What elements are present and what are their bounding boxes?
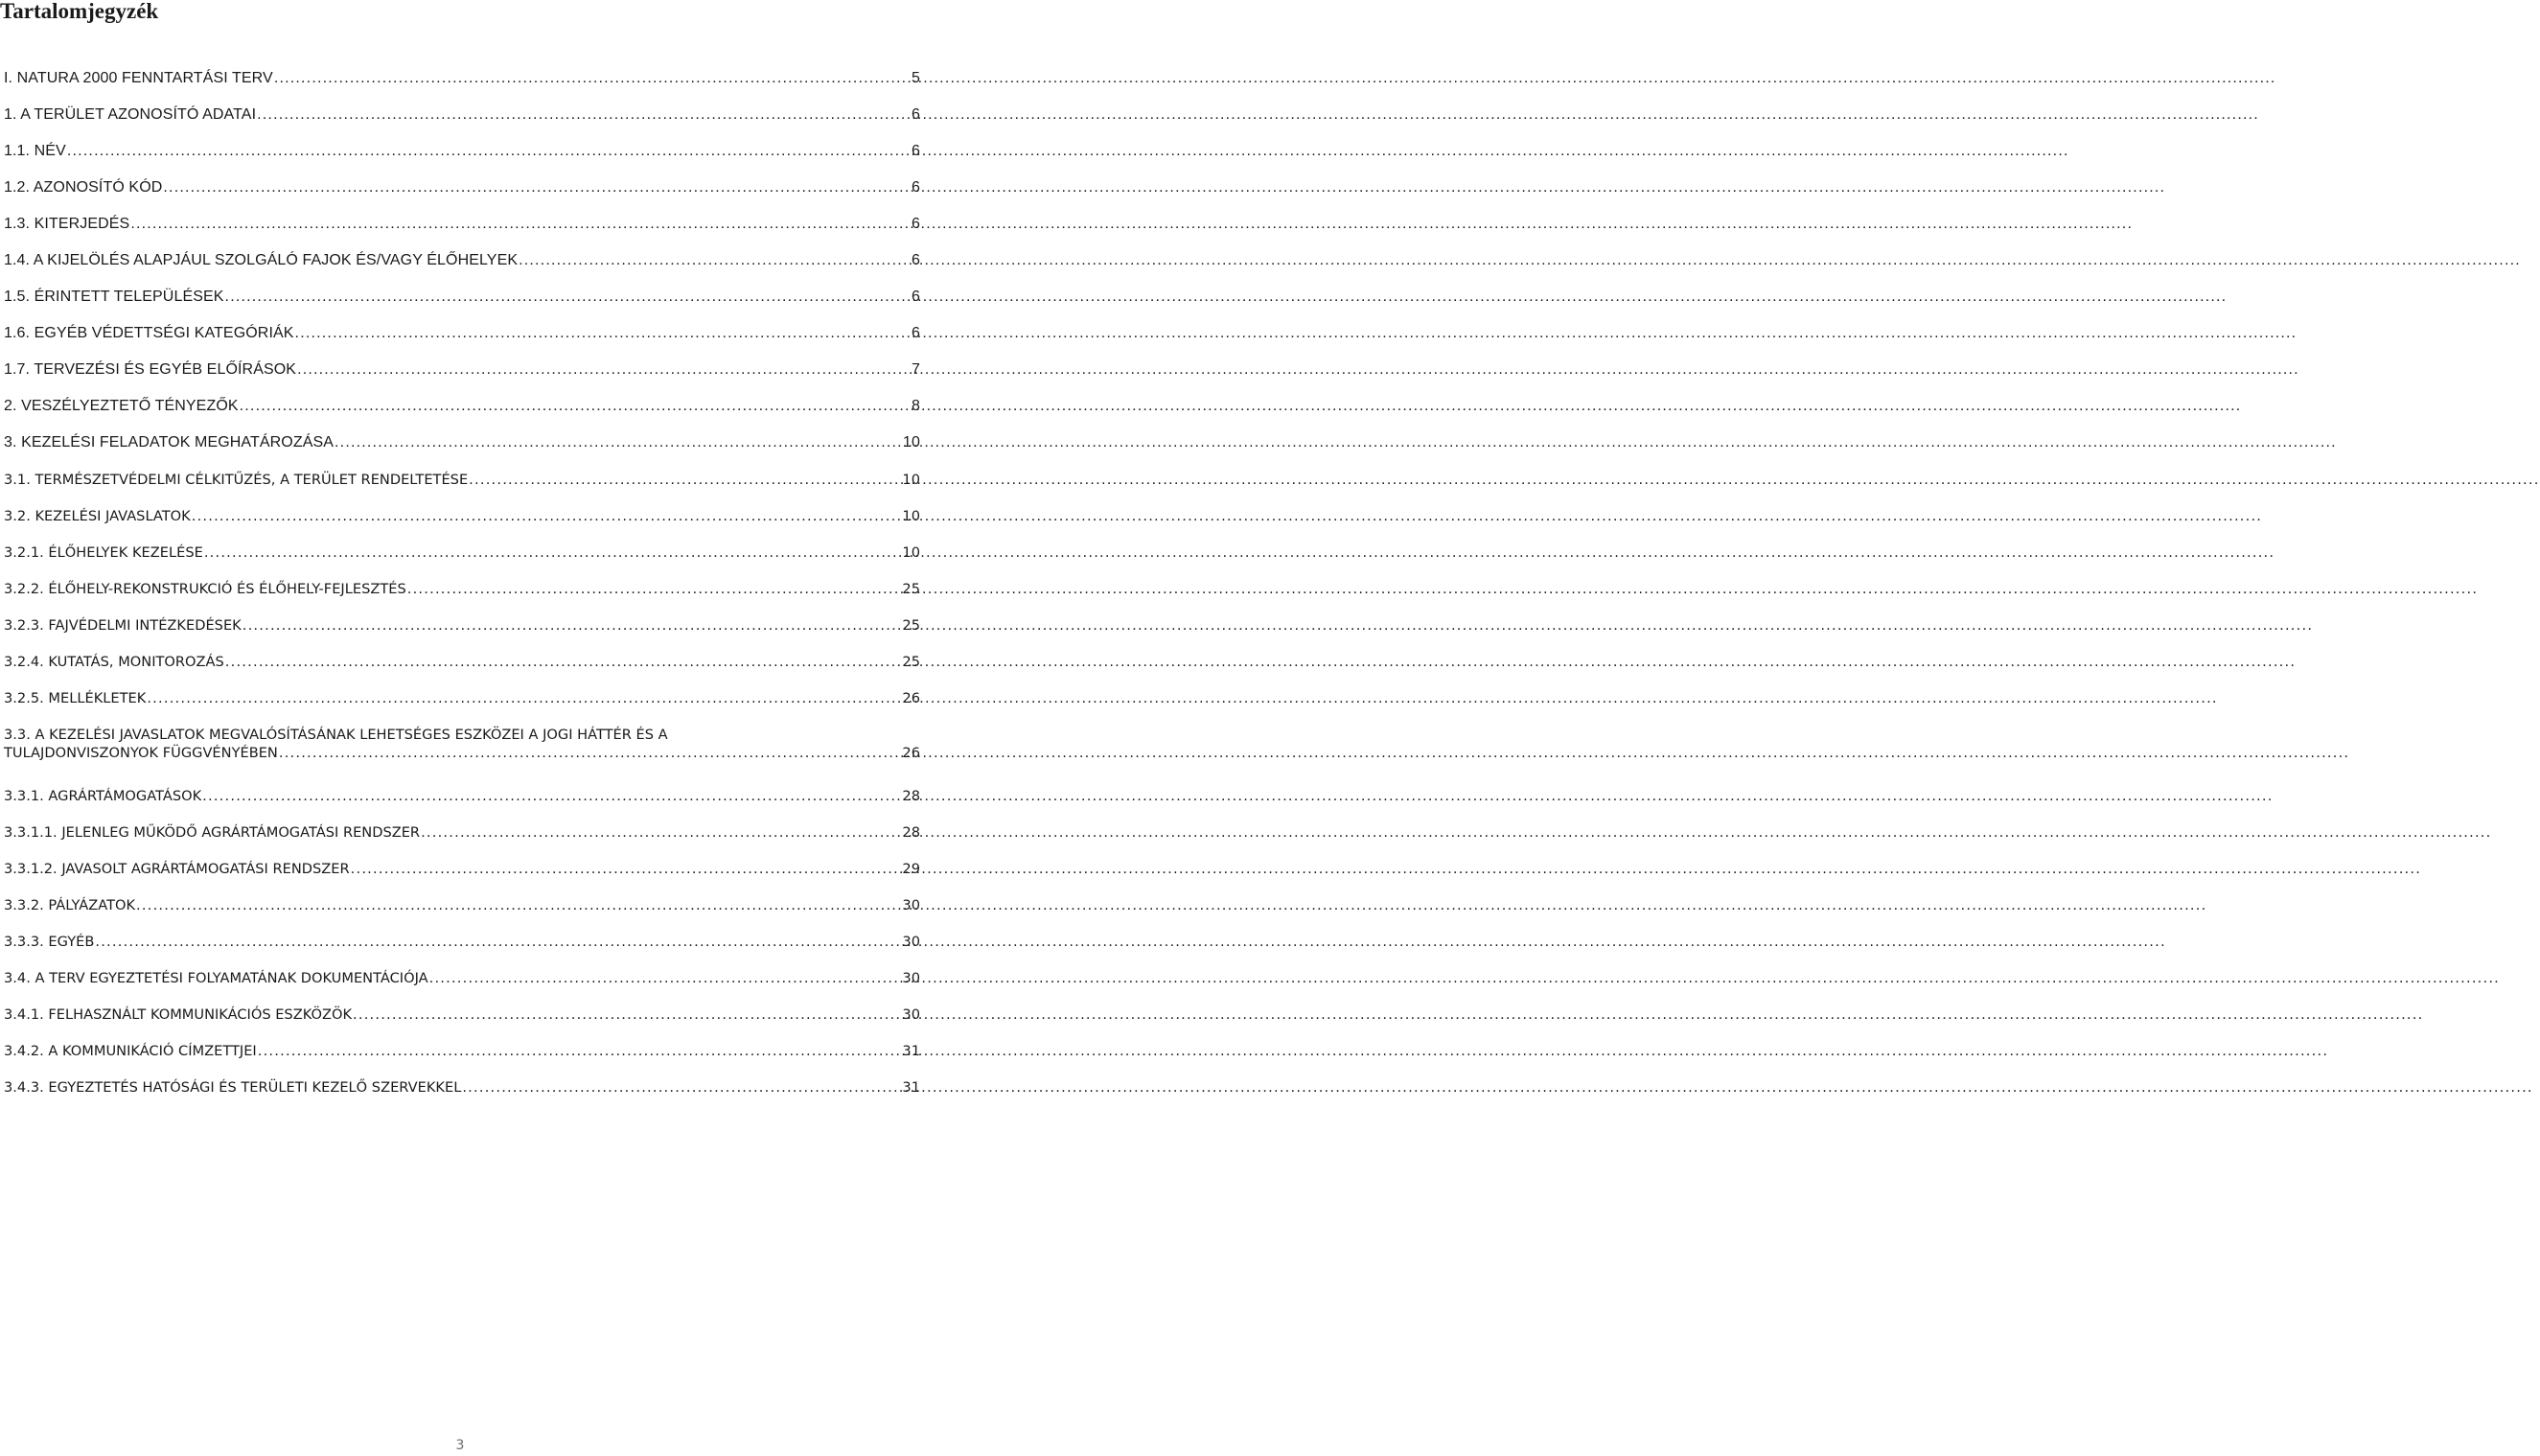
toc-entry-title: 3.2.4. KUTATÁS, MONITOROZÁS xyxy=(4,654,224,670)
toc-entry-title: 3.4.3. EGYEZTETÉS HATÓSÁGI ÉS TERÜLETI KEZELŐ SZERVEKKEL xyxy=(4,1079,462,1096)
toc-entry-title: 1.6. EGYÉB VÉDETTSÉGI KATEGÓRIÁK xyxy=(4,325,294,341)
toc-page-number: 6 xyxy=(912,325,920,341)
toc-entry[interactable] xyxy=(4,787,920,805)
toc-dot-leader xyxy=(192,507,899,525)
toc-dot-leader xyxy=(136,896,898,914)
toc-entry[interactable] xyxy=(4,1005,920,1024)
toc-entry[interactable] xyxy=(4,653,920,671)
toc-dot-leader xyxy=(240,397,908,415)
toc-page-number: 31 xyxy=(902,1079,920,1096)
page-number: 3 xyxy=(455,1438,465,1453)
toc-entry[interactable] xyxy=(4,1042,920,1060)
toc-entry[interactable] xyxy=(4,433,920,451)
toc-entry-title: 3.2.3. FAJVÉDELMI INTÉZKEDÉSEK xyxy=(4,617,242,634)
toc-entry-title: TULAJDONVISZONYOK FÜGGVÉNYÉBEN xyxy=(4,745,278,761)
toc-dot-leader xyxy=(297,360,908,379)
toc-entry-title: 3.2.1. ÉLŐHELYEK KEZELÉSE xyxy=(4,544,203,561)
toc-entry-title: 3.4.2. A KOMMUNIKÁCIÓ CÍMZETTJEI xyxy=(4,1043,257,1059)
toc-entry[interactable] xyxy=(4,507,920,525)
toc-page-number: 26 xyxy=(902,690,920,706)
toc-entry[interactable] xyxy=(4,543,920,562)
toc-page-number: 10 xyxy=(902,472,920,488)
toc-entry-title: 1.2. AZONOSÍTÓ KÓD xyxy=(4,179,163,196)
toc-dot-leader xyxy=(95,933,898,951)
toc-page-number: 25 xyxy=(902,581,920,597)
toc-page-number: 6 xyxy=(912,252,920,268)
toc-page-number: 7 xyxy=(912,361,920,378)
toc-entry[interactable] xyxy=(4,933,920,951)
toc-dot-leader xyxy=(519,251,908,269)
toc-entry[interactable] xyxy=(4,251,920,269)
toc-entry[interactable] xyxy=(4,105,920,124)
toc-entry[interactable] xyxy=(4,616,920,635)
toc-page-number: 6 xyxy=(912,179,920,196)
toc-entry[interactable] xyxy=(4,969,920,987)
toc-dot-leader xyxy=(225,653,899,671)
toc-entry[interactable] xyxy=(4,215,920,233)
toc-entry-title: 1.7. TERVEZÉSI ÉS EGYÉB ELŐÍRÁSOK xyxy=(4,361,297,378)
toc-entry-title-line1: 3.3. A KEZELÉSI JAVASLATOK MEGVALÓSÍTÁSÁNAK LEHETSÉGES ESZKÖZEI A JOGI HÁTTÉR ÉS A xyxy=(4,727,668,743)
toc-entry-title: 1. A TERÜLET AZONOSÍTÓ ADATAI xyxy=(4,106,257,123)
toc-dot-leader xyxy=(429,969,899,987)
toc-entry[interactable] xyxy=(4,178,920,196)
toc-dot-leader xyxy=(295,324,908,342)
toc-entry-title: 1.5. ÉRINTETT TELEPÜLÉSEK xyxy=(4,289,224,305)
toc-page-number: 6 xyxy=(912,289,920,305)
toc-dot-leader xyxy=(225,288,908,306)
toc-entry-title: I. NATURA 2000 FENNTARTÁSI TERV xyxy=(4,70,273,86)
toc-dot-leader xyxy=(130,215,908,233)
toc-entry-title: 1.1. NÉV xyxy=(4,143,66,159)
toc-page-number: 10 xyxy=(902,508,920,524)
toc-dot-leader xyxy=(421,823,898,842)
toc-entry[interactable] xyxy=(4,397,920,415)
toc-page-number: 6 xyxy=(912,106,920,123)
toc-page-number: 5 xyxy=(912,70,920,86)
toc-dot-leader xyxy=(469,471,898,489)
toc-entry[interactable] xyxy=(4,142,920,160)
toc-entry[interactable] xyxy=(4,360,920,379)
toc-dot-leader xyxy=(242,616,899,635)
toc-entry[interactable] xyxy=(4,689,920,707)
toc-entry-title: 2. VESZÉLYEZTETŐ TÉNYEZŐK xyxy=(4,398,239,414)
toc-page-number: 25 xyxy=(902,654,920,670)
toc-entry[interactable] xyxy=(4,860,920,878)
toc-entry-title: 3.3.1.1. JELENLEG MŰKÖDŐ AGRÁRTÁMOGATÁSI RENDSZER xyxy=(4,824,421,841)
toc-dot-leader xyxy=(258,1042,899,1060)
toc-page-number: 29 xyxy=(902,861,920,877)
toc-dot-leader xyxy=(353,1005,898,1024)
toc-dot-leader xyxy=(163,178,908,196)
toc-dot-leader xyxy=(462,1078,898,1097)
toc-entry-title: 3.4. A TERV EGYEZTETÉSI FOLYAMATÁNAK DOKUMENTÁCIÓJA xyxy=(4,970,428,986)
toc-entry-title: 3.4.1. FELHASZNÁLT KOMMUNIKÁCIÓS ESZKÖZÖK xyxy=(4,1006,353,1023)
toc-entry-title: 3.2.2. ÉLŐHELY-REKONSTRUKCIÓ ÉS ÉLŐHELY-FEJLESZTÉS xyxy=(4,581,406,597)
toc-dot-leader xyxy=(279,744,899,762)
toc-entry-title: 3.3.1.2. JAVASOLT AGRÁRTÁMOGATÁSI RENDSZER xyxy=(4,861,350,877)
toc-entry[interactable] xyxy=(4,69,920,87)
toc-entry[interactable] xyxy=(4,580,920,598)
toc-page-number: 30 xyxy=(902,1006,920,1023)
toc-page-number: 26 xyxy=(902,745,920,761)
toc-page-number: 6 xyxy=(912,143,920,159)
toc-entry[interactable] xyxy=(4,896,920,914)
toc-dot-leader xyxy=(204,543,899,562)
toc-page-number: 30 xyxy=(902,897,920,913)
toc-entry-title: 3.3.1. AGRÁRTÁMOGATÁSOK xyxy=(4,788,202,804)
toc-page-number: 30 xyxy=(902,970,920,986)
toc-entry-title: 3.3.2. PÁLYÁZATOK xyxy=(4,897,136,913)
toc-dot-leader xyxy=(147,689,898,707)
toc-entry-title: 3. KEZELÉSI FELADATOK MEGHATÁROZÁSA xyxy=(4,434,335,451)
toc-page-number: 10 xyxy=(902,544,920,561)
toc-entry-title: 3.3.3. EGYÉB xyxy=(4,934,95,950)
toc-entry-title: 3.1. TERMÉSZETVÉDELMI CÉLKITŰZÉS, A TERÜLET RENDELTETÉSE xyxy=(4,472,469,488)
toc-page-number: 31 xyxy=(902,1043,920,1059)
page-title: Tartalomjegyzék xyxy=(0,0,159,23)
toc-entry[interactable] xyxy=(4,288,920,306)
toc-dot-leader xyxy=(257,105,908,124)
toc-dot-leader xyxy=(351,860,899,878)
toc-entry-title: 3.2. KEZELÉSI JAVASLATOK xyxy=(4,508,191,524)
toc-page-number: 30 xyxy=(902,934,920,950)
toc-entry[interactable] xyxy=(4,726,920,762)
toc-entry[interactable] xyxy=(4,324,920,342)
toc-dot-leader xyxy=(407,580,899,598)
toc-dot-leader xyxy=(274,69,908,87)
toc-page-number: 25 xyxy=(902,617,920,634)
toc-entry-title: 1.4. A KIJELÖLÉS ALAPJÁUL SZOLGÁLÓ FAJOK ÉS/VAGY ÉLŐHELYEK xyxy=(4,252,519,268)
toc-dot-leader xyxy=(67,142,908,160)
toc-page-number: 6 xyxy=(912,216,920,232)
toc-dot-leader xyxy=(202,787,898,805)
toc-entry[interactable] xyxy=(4,823,920,842)
toc-page-number: 8 xyxy=(912,398,920,414)
toc-entry-title: 1.3. KITERJEDÉS xyxy=(4,216,130,232)
toc-entry[interactable] xyxy=(4,471,920,489)
toc-entry-title: 3.2.5. MELLÉKLETEK xyxy=(4,690,147,706)
toc-page-number: 28 xyxy=(902,788,920,804)
toc-page-number: 10 xyxy=(903,434,920,451)
toc-dot-leader xyxy=(335,433,899,451)
toc-page-number: 28 xyxy=(902,824,920,841)
toc-entry[interactable] xyxy=(4,1078,920,1097)
